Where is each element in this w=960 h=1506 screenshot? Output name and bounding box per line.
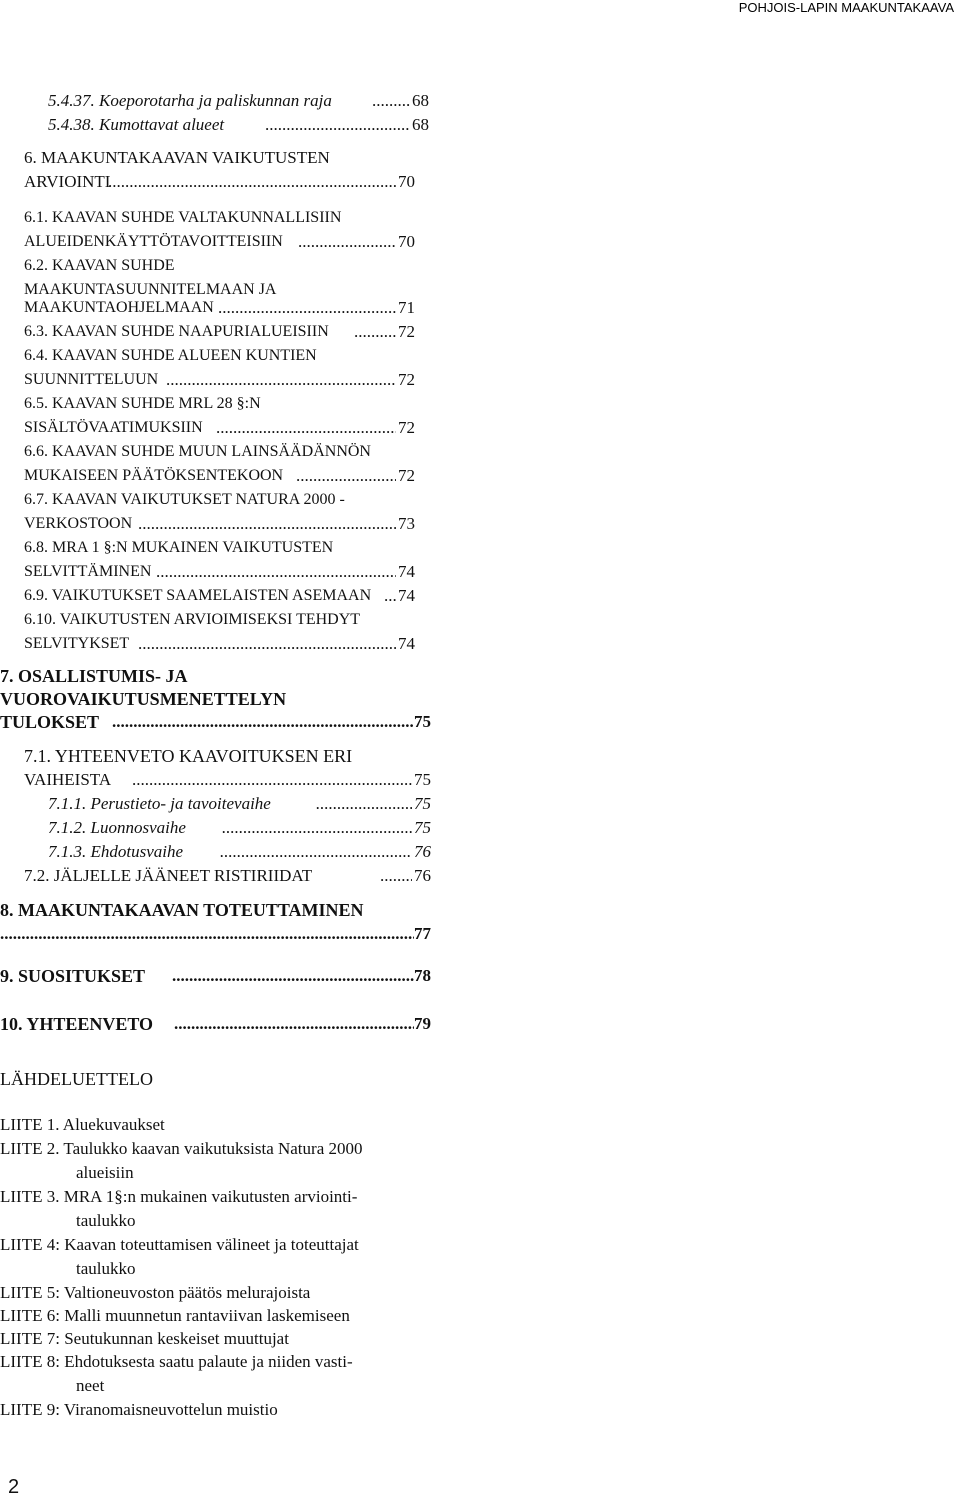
- toc-leader: [0, 924, 414, 944]
- toc-leader: [222, 818, 412, 838]
- toc-entry-6-8[interactable]: 6.8. MRA 1 §:N MUKAINEN VAIKUTUSTEN: [24, 539, 334, 556]
- toc-entry-7-1-cont[interactable]: VAIHEISTA: [24, 770, 112, 789]
- toc-entry-6-1[interactable]: 6.1. KAAVAN SUHDE VALTAKUNNALLISIIN: [24, 209, 342, 226]
- page-header: [0, 0, 960, 22]
- toc-leader: [156, 562, 396, 582]
- toc-page-number: 76: [414, 842, 431, 861]
- appendix-8-cont[interactable]: neet: [76, 1376, 105, 1395]
- toc-entry-6-2-cont[interactable]: MAAKUNTASUUNNITELMAAN JA: [24, 281, 277, 298]
- appendix-8[interactable]: LIITE 8: Ehdotuksesta saatu palaute ja niiden vasti-: [0, 1352, 353, 1371]
- toc-leader: [132, 770, 412, 790]
- toc-entry-8[interactable]: 8. MAAKUNTAKAAVAN TOTEUTTAMINEN: [0, 900, 364, 920]
- toc-entry-6-10[interactable]: 6.10. VAIKUTUSTEN ARVIOIMISEKSI TEHDYT: [24, 611, 361, 628]
- appendix-2-cont[interactable]: alueisiin: [76, 1163, 134, 1182]
- toc-entry-6-2[interactable]: 6.2. KAAVAN SUHDE: [24, 257, 175, 274]
- toc-leader: [108, 172, 396, 192]
- toc-leader: [174, 1014, 414, 1034]
- toc-leader: [138, 514, 396, 534]
- appendix-5[interactable]: LIITE 5: Valtioneuvoston päätös melurajoista: [0, 1283, 311, 1302]
- toc-leader: [166, 370, 396, 390]
- toc-page-number: 72: [398, 418, 415, 437]
- toc-entry-7-1-1[interactable]: 7.1.1. Perustieto- ja tavoitevaihe: [48, 794, 271, 813]
- toc-entry-6-8-cont[interactable]: SELVITTÄMINEN: [24, 563, 152, 580]
- toc-leader: [380, 866, 412, 886]
- toc-page-number: 78: [414, 966, 431, 985]
- toc-leader: [316, 794, 412, 814]
- appendix-3-cont[interactable]: taulukko: [76, 1211, 136, 1230]
- toc-leader: [265, 115, 410, 135]
- toc-entry-6[interactable]: 6. MAAKUNTAKAAVAN VAIKUTUSTEN: [24, 148, 330, 167]
- toc-page-number: 79: [414, 1014, 431, 1033]
- toc-entry-5-4-38[interactable]: 5.4.38. Kumottavat alueet: [48, 115, 225, 134]
- toc-page-number: 68: [412, 115, 429, 134]
- toc-entry-6-cont[interactable]: ARVIOINTI: [24, 172, 111, 191]
- appendix-4-cont[interactable]: taulukko: [76, 1259, 136, 1278]
- toc-page-number: 72: [398, 370, 415, 389]
- toc-entry-6-4[interactable]: 6.4. KAAVAN SUHDE ALUEEN KUNTIEN: [24, 347, 317, 364]
- toc-entry-6-1-cont[interactable]: ALUEIDENKÄYTTÖTAVOITTEISIIN: [24, 233, 283, 250]
- toc-page-number: 68: [412, 91, 429, 110]
- toc-entry-6-4-cont[interactable]: SUUNNITTELUUN: [24, 371, 159, 388]
- page-number: 2: [8, 1476, 20, 1498]
- toc-leader: [216, 418, 396, 438]
- toc-entry-7-cont[interactable]: VUOROVAIKUTUSMENETTELYN: [0, 689, 287, 709]
- toc-entry-6-6[interactable]: 6.6. KAAVAN SUHDE MUUN LAINSÄÄDÄNNÖN: [24, 443, 371, 460]
- toc-entry-6-9[interactable]: 6.9. VAIKUTUKSET SAAMELAISTEN ASEMAAN: [24, 587, 372, 604]
- toc-page-number: 70: [398, 172, 415, 191]
- toc-page-number: 72: [398, 466, 415, 485]
- toc-page-number: 74: [398, 562, 415, 581]
- toc-entry-7[interactable]: 7. OSALLISTUMIS- JA: [0, 666, 188, 686]
- toc-entry-7-cont2[interactable]: TULOKSET: [0, 712, 100, 732]
- appendix-1[interactable]: LIITE 1. Aluekuvaukset: [0, 1115, 165, 1134]
- toc-leader: [372, 91, 410, 111]
- toc-page-number: 75: [414, 770, 431, 789]
- toc-entry-10[interactable]: 10. YHTEENVETO: [0, 1014, 154, 1034]
- toc-leader: [112, 712, 414, 732]
- toc-page-number: 77: [414, 924, 431, 943]
- toc-entry-6-7[interactable]: 6.7. KAAVAN VAIKUTUKSET NATURA 2000 -: [24, 491, 345, 508]
- toc-page-number: 76: [414, 866, 431, 885]
- appendix-2[interactable]: LIITE 2. Taulukko kaavan vaikutuksista Natura 2000: [0, 1139, 363, 1158]
- toc-page-number: 73: [398, 514, 415, 533]
- toc-leader: [138, 634, 396, 654]
- toc-entry-7-1-2[interactable]: 7.1.2. Luonnosvaihe: [48, 818, 186, 837]
- appendix-7[interactable]: LIITE 7: Seutukunnan keskeiset muuttujat: [0, 1329, 289, 1348]
- toc-entry-7-1[interactable]: 7.1. YHTEENVETO KAAVOITUKSEN ERI: [24, 746, 353, 766]
- toc-entry-6-7-cont[interactable]: VERKOSTOON: [24, 515, 133, 532]
- toc-leader: [384, 586, 396, 606]
- toc-leader: [298, 232, 396, 252]
- toc-entry-sources[interactable]: LÄHDELUETTELO: [0, 1069, 153, 1089]
- toc-entry-6-6-cont[interactable]: MUKAISEEN PÄÄTÖKSENTEKOON: [24, 467, 284, 484]
- toc-leader: [296, 466, 396, 486]
- toc-entry-6-2-cont2[interactable]: MAAKUNTAOHJELMAAN: [24, 299, 214, 316]
- toc-entry-6-5[interactable]: 6.5. KAAVAN SUHDE MRL 28 §:N: [24, 395, 261, 412]
- toc-entry-6-5-cont[interactable]: SISÄLTÖVAATIMUKSIIN: [24, 419, 203, 436]
- toc-page-number: 75: [414, 794, 431, 813]
- toc-entry-5-4-37[interactable]: 5.4.37. Koeporotarha ja paliskunnan raja: [48, 91, 332, 110]
- toc-leader: [172, 966, 414, 986]
- toc-page-number: 71: [398, 298, 415, 317]
- appendix-9[interactable]: LIITE 9: Viranomaisneuvottelun muistio: [0, 1400, 278, 1419]
- toc-page-number: 74: [398, 586, 415, 605]
- toc-entry-6-3[interactable]: 6.3. KAAVAN SUHDE NAAPURIALUEISIIN: [24, 323, 329, 340]
- appendix-3[interactable]: LIITE 3. MRA 1§:n mukainen vaikutusten arviointi-: [0, 1187, 358, 1206]
- toc-page-number: 74: [398, 634, 415, 653]
- toc-entry-7-1-3[interactable]: 7.1.3. Ehdotusvaihe: [48, 842, 184, 861]
- toc-page-number: 72: [398, 322, 415, 341]
- toc-page-number: 75: [414, 818, 431, 837]
- toc-leader: [354, 322, 396, 342]
- toc-page-number: 75: [414, 712, 431, 731]
- toc-entry-9[interactable]: 9. SUOSITUKSET: [0, 966, 146, 986]
- toc-leader: [220, 842, 412, 862]
- toc-page-number: 70: [398, 232, 415, 251]
- appendix-6[interactable]: LIITE 6: Malli muunnetun rantaviivan laskemiseen: [0, 1306, 350, 1325]
- toc-leader: [218, 298, 396, 318]
- document-title: POHJOIS-LAPIN MAAKUNTAKAAVA: [738, 0, 954, 15]
- toc-entry-7-2[interactable]: 7.2. JÄLJELLE JÄÄNEET RISTIRIIDAT: [24, 866, 313, 885]
- appendix-4[interactable]: LIITE 4: Kaavan toteuttamisen välineet ja toteuttajat: [0, 1235, 359, 1254]
- toc-entry-6-10-cont[interactable]: SELVITYKSET: [24, 635, 130, 652]
